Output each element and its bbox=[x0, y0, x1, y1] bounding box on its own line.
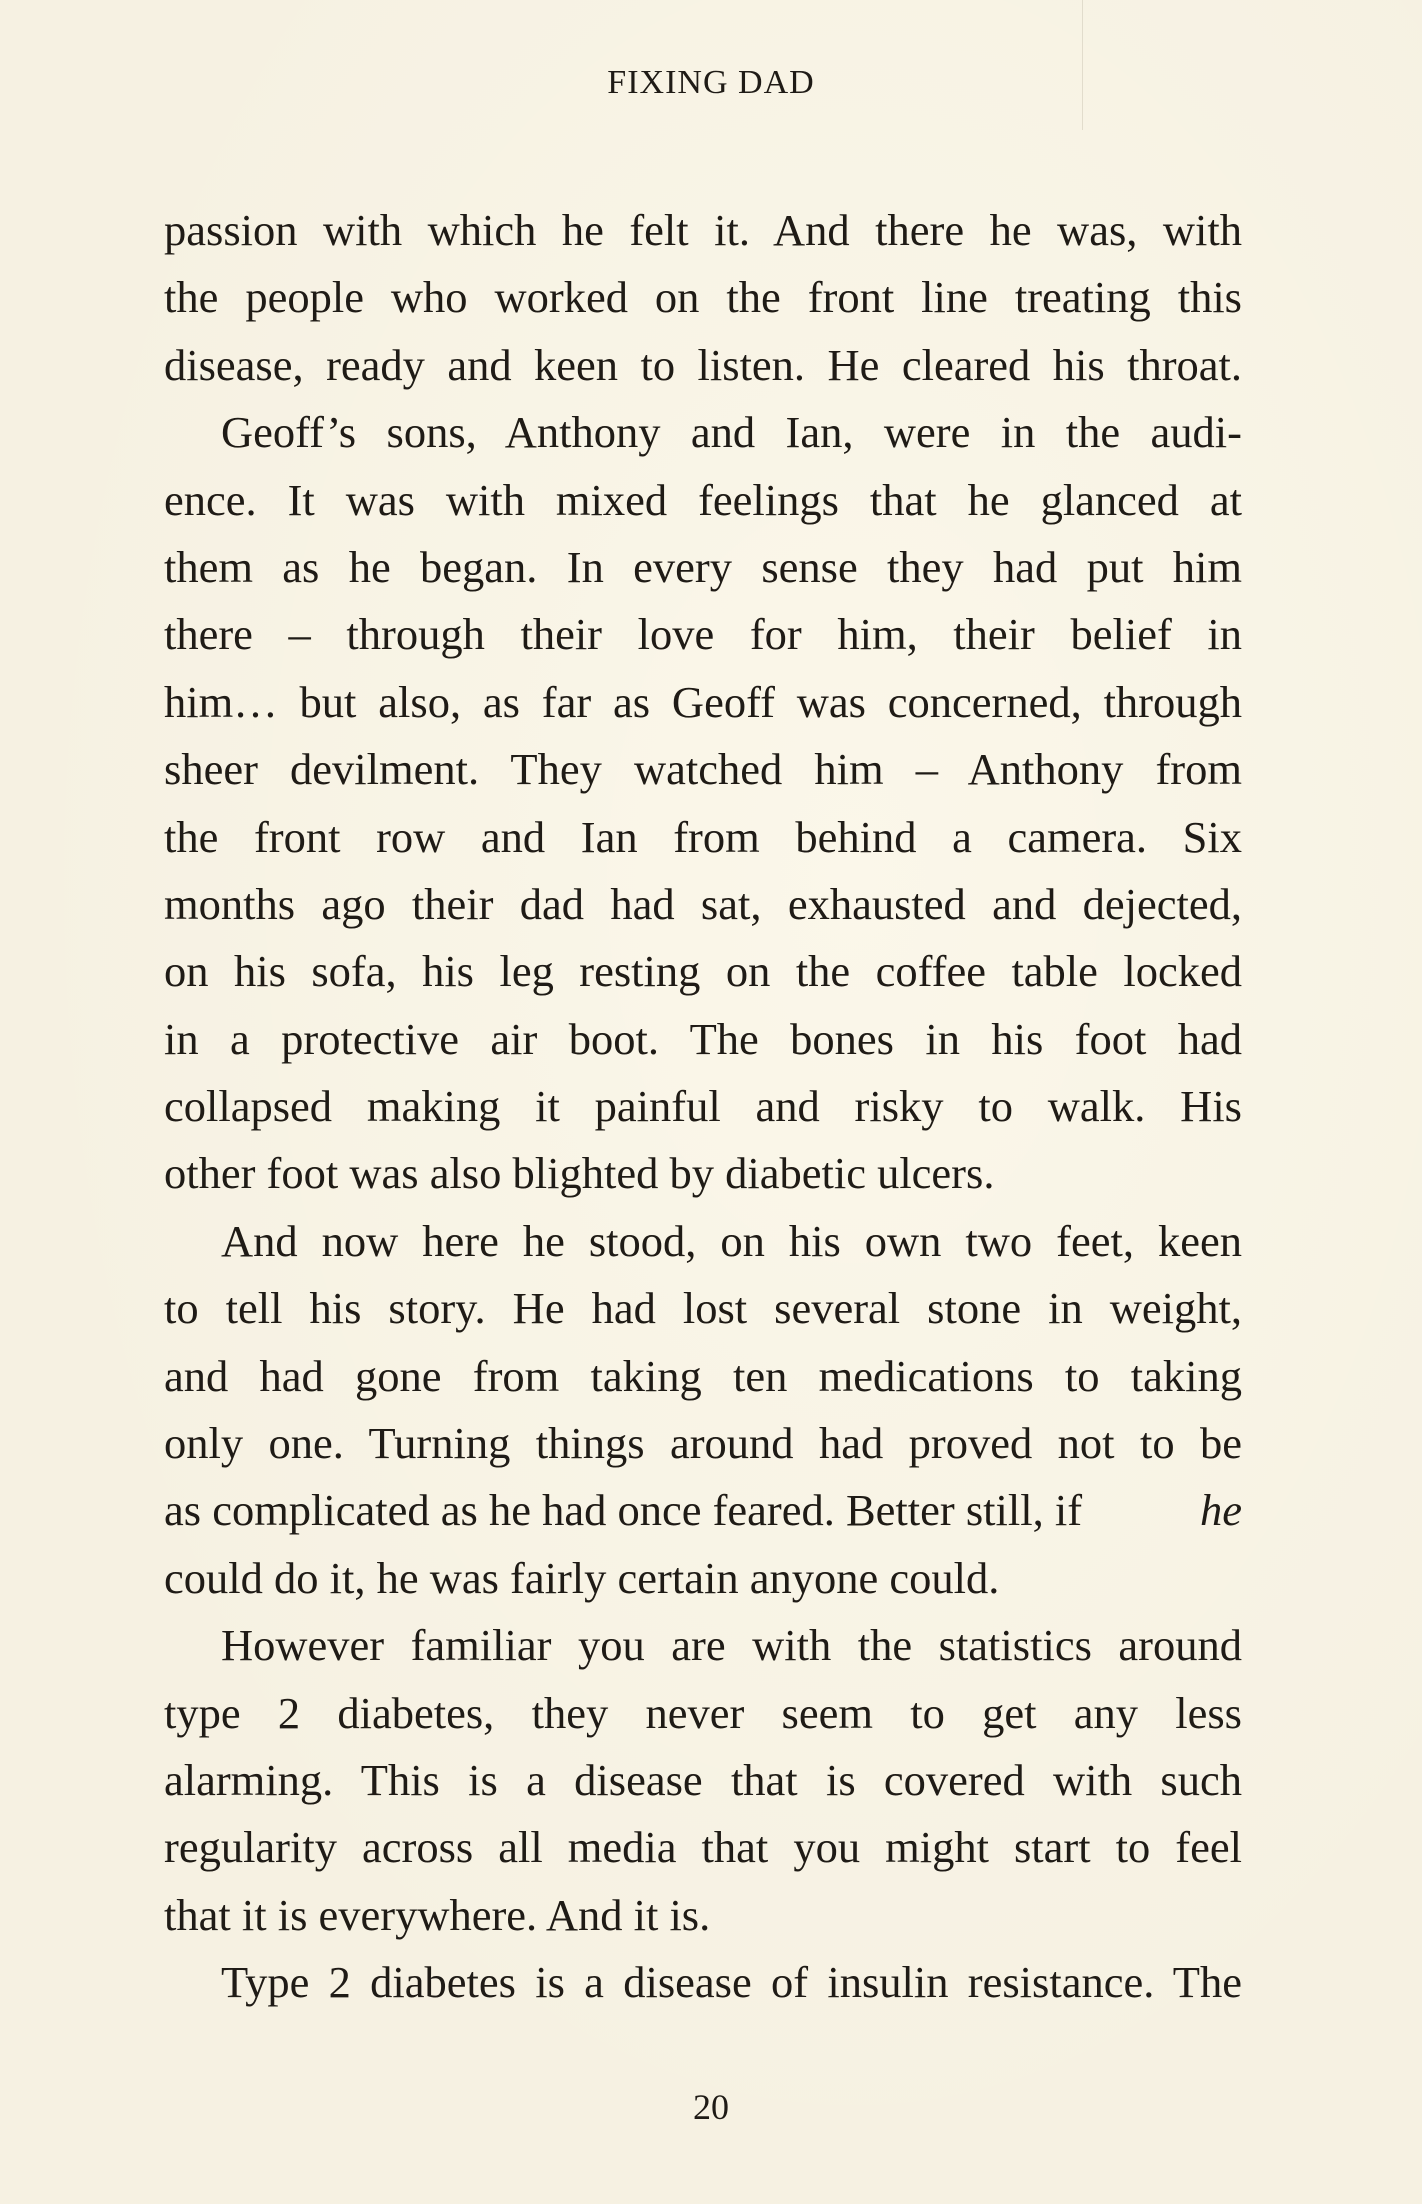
text-line: the front row and Ian from behind a camera. Six bbox=[164, 811, 1242, 862]
text-line: only one. Turning things around had proved not to be bbox=[164, 1418, 1242, 1469]
text-line: Type 2 diabetes is a disease of insulin resistance. The bbox=[221, 1957, 1242, 2008]
text-line: type 2 diabetes, they never seem to get any less bbox=[164, 1687, 1242, 1738]
text-line: to tell his story. He had lost several stone in weight, bbox=[164, 1283, 1242, 1334]
text-line: the people who worked on the front line treating this bbox=[164, 272, 1242, 323]
text-segment: as complicated as he had once feared. Better still, if bbox=[164, 1485, 1083, 1536]
text-line: that it is everywhere. And it is. bbox=[164, 1889, 711, 1940]
text-line: could do it, he was fairly certain anyone could. bbox=[164, 1552, 1000, 1603]
text-line: However familiar you are with the statistics around bbox=[221, 1620, 1242, 1671]
text-line: regularity across all media that you might start to feel bbox=[164, 1822, 1242, 1873]
emphasis-he: he bbox=[1199, 1485, 1242, 1536]
page-number: 20 bbox=[693, 2087, 729, 2127]
text-line: disease, ready and keen to listen. He cleared his throat. bbox=[164, 339, 1242, 390]
text-line: them as he began. In every sense they had put him bbox=[164, 541, 1242, 592]
text-line: on his sofa, his leg resting on the coffee table locked bbox=[164, 946, 1242, 997]
text-line: and had gone from taking ten medications to taking bbox=[164, 1350, 1242, 1401]
text-line: And now here he stood, on his own two feet, keen bbox=[221, 1215, 1242, 1266]
text-line: ence. It was with mixed feelings that he glanced at bbox=[164, 474, 1242, 525]
body-text bbox=[164, 197, 1242, 2017]
text-line: collapsed making it painful and risky to walk. His bbox=[164, 1081, 1242, 1132]
text-line: Geoff’s sons, Anthony and Ian, were in the audi- bbox=[221, 407, 1242, 458]
text-line: other foot was also blighted by diabetic ulcers. bbox=[164, 1148, 995, 1199]
text-line: sheer devilment. They watched him – Anthony from bbox=[164, 744, 1242, 795]
text-line: there – through their love for him, their belief in bbox=[164, 609, 1242, 660]
text-line: passion with which he felt it. And there he was, with bbox=[164, 205, 1242, 255]
text-line: in a protective air boot. The bones in his foot had bbox=[164, 1013, 1242, 1064]
text-line: months ago their dad had sat, exhausted and dejected, bbox=[164, 878, 1242, 929]
text-line: alarming. This is a disease that is covered with such bbox=[164, 1754, 1242, 1805]
running-head: FIXING DAD bbox=[607, 64, 815, 101]
text-line: him… but also, as far as Geoff was concerned, through bbox=[164, 676, 1242, 727]
text-line-with-emphasis bbox=[164, 1477, 1242, 1544]
